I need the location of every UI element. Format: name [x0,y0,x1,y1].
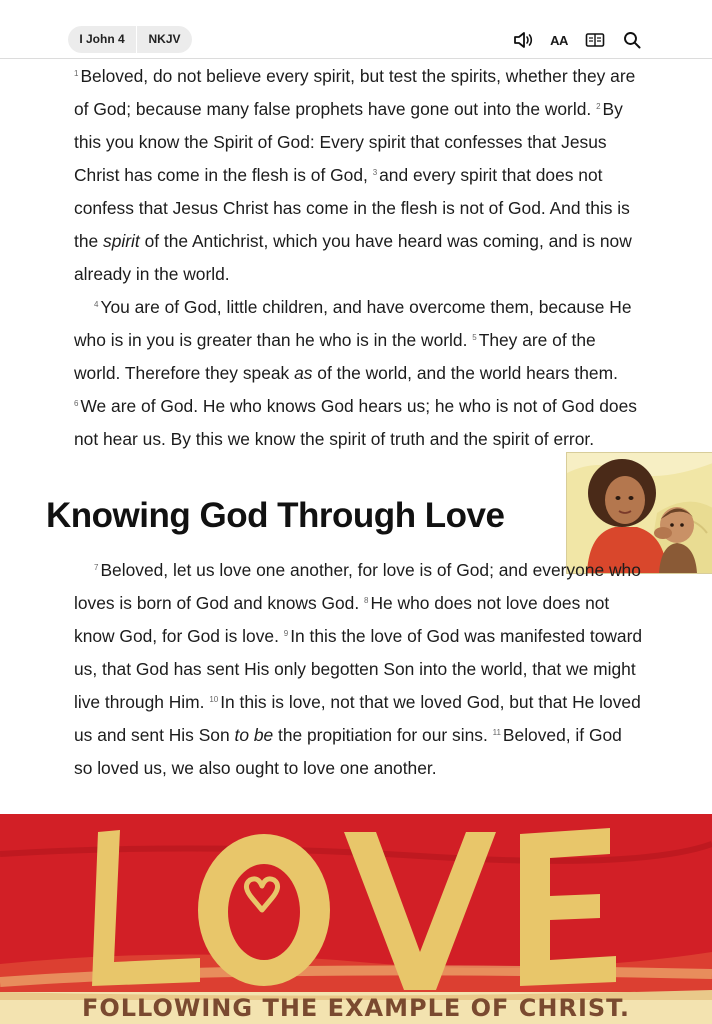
toolbar [512,30,658,50]
text-size-icon[interactable]: AA [550,32,568,48]
speaker-icon[interactable] [512,30,534,50]
passage-selector [68,26,192,53]
paragraph-1 [74,60,644,291]
verse-number: 11 [492,728,501,737]
verse-text[interactable]: He who does not love does not know God, for God is love. [74,593,610,646]
verse-number: 10 [209,695,219,704]
reader-mode-icon[interactable] [584,30,606,50]
verse-text[interactable]: and every spirit that does not confess that Jesus Christ has come in the flesh is not of God. And this is the [74,165,630,251]
paragraph-3 [74,554,644,785]
verse-text[interactable]: of the Antichrist, which you have heard was coming, and is now already in the world. [74,231,632,284]
verses-block-1 [74,60,644,456]
verse-number: 5 [472,333,477,342]
verse-italic-word: as [294,363,313,383]
top-bar [0,0,712,59]
verse-text[interactable]: Beloved, do not believe every spirit, but test the spirits, whether they are of God; because many false prophets have gone out into the world. [74,66,636,119]
section-heading: Knowing God Through Love [46,496,505,535]
verse-number: 1 [74,69,79,78]
love-banner-image [0,814,712,1024]
verse-text[interactable]: You are of God, little children, and have overcome them, because He who is in you is greater than he who is in the world. [74,297,632,350]
verse-text[interactable]: Beloved, let us love one another, for love is of God; and everyone who loves is born of God and knows God. [74,560,641,613]
verse-number: 2 [596,102,601,111]
book-chapter-button[interactable]: I John 4 [68,26,137,53]
verse-text[interactable]: They are of the world. Therefore they speak [74,330,596,383]
version-button[interactable]: NKJV [148,32,181,46]
verse-italic-word: spirit [103,231,140,251]
verse-number: 9 [283,629,289,638]
verse-text[interactable]: In this is love, not that we loved God, but that He loved us and sent His Son [74,692,641,745]
verse-text[interactable]: We are of God. He who knows God hears us; he who is not of God does not hear us. By this we know the spirit of truth and the spirit of error. [74,396,637,449]
verse-number: 3 [372,168,378,177]
verse-italic-word: to be [234,725,274,745]
verse-number: 4 [94,300,99,309]
verse-text[interactable]: of the world, and the world hears them. [312,363,618,383]
verses-block-2 [74,554,644,785]
verse-text[interactable]: the propitiation for our sins. [273,725,493,745]
verse-text[interactable]: In this the love of God was manifested toward us, that God has sent His only begotten Son into the world, that we might live through Him. [74,626,643,712]
verse-number: 7 [94,563,99,572]
verse-number: 6 [74,399,79,408]
search-icon[interactable] [621,30,643,50]
verse-text[interactable]: By this you know the Spirit of God: Every spirit that confesses that Jesus Christ has come in the flesh is of God, [74,99,623,185]
paragraph-2 [74,291,644,456]
verse-text[interactable]: Beloved, if God so loved us, we also ought to love one another. [74,725,622,778]
verse-number: 8 [364,596,369,605]
banner-caption: FOLLOWING THE EXAMPLE OF CHRIST. [81,994,631,1022]
